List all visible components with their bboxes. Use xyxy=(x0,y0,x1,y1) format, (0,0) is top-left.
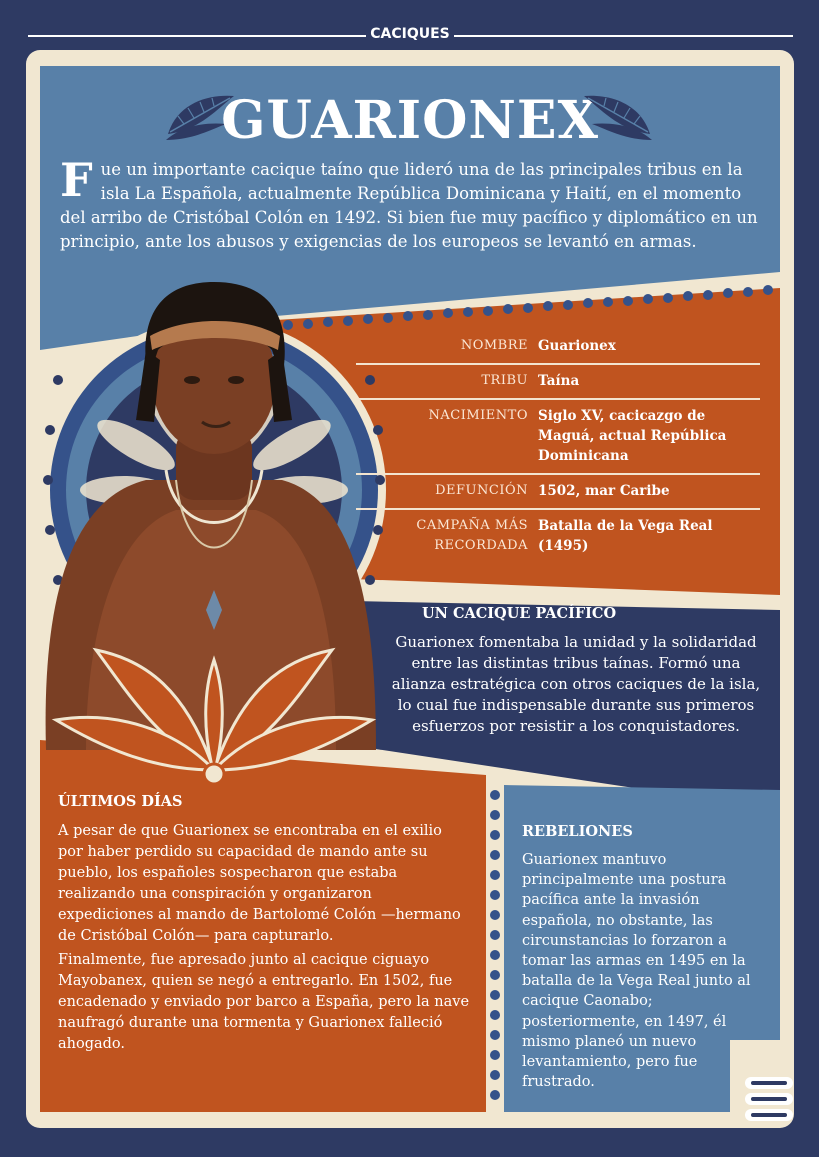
publisher-logo-icon xyxy=(743,1073,794,1125)
drop-cap: F xyxy=(60,153,93,207)
facts-table xyxy=(356,330,760,563)
ultimos-heading: ÚLTIMOS DÍAS xyxy=(58,793,183,810)
section-label: CACIQUES xyxy=(370,26,450,42)
fact-label: DEFUNCIÓN xyxy=(435,483,528,498)
page-title: GUARIONEX xyxy=(221,90,599,151)
fact-label: NACIMIENTO xyxy=(428,408,528,423)
rebeliones-heading: REBELIONES xyxy=(522,823,633,840)
infographic-card xyxy=(26,50,794,1128)
header-rule-right xyxy=(454,35,793,37)
fact-row-nacimiento xyxy=(356,400,760,475)
section-header xyxy=(28,24,793,46)
fact-row-campana xyxy=(356,510,760,563)
fact-label: TRIBU xyxy=(481,373,528,388)
fact-value: 1502, mar Caribe xyxy=(538,483,670,499)
rebeliones-text: Guarionex mantuvo principalmente una postura pacífica ante la invasión española, no obstante, las circunstancias lo forzaron a tomar las armas en 1495 en la batalla de la Vega Real junto al cacique Caonabo; posteriormente, en 1497, él mismo planeó un nuevo levantamiento, pero fue frustrado. xyxy=(522,852,751,1091)
feather-ornament-right-icon xyxy=(582,90,654,142)
ultimos-paragraph-1: A pesar de que Guarionex se encontraba en el exilio por haber perdido su capacidad de mando ante su pueblo, los españoles sospecharon que estaba realizando una conspiración y organizaron expediciones al mando de Bartolomé Colón —hermano de Cristóbal Colón— para capturarlo. xyxy=(58,823,461,944)
fact-row-tribu xyxy=(356,365,760,400)
fact-value: Siglo XV, cacicazgo de Maguá, actual República Dominicana xyxy=(538,408,727,464)
fact-label: CAMPAÑA MÁS RECORDADA xyxy=(416,518,528,553)
fact-row-defuncion xyxy=(356,475,760,510)
pacifico-heading: UN CACIQUE PACÍFICO xyxy=(422,605,617,622)
pacifico-text: Guarionex fomentaba la unidad y la solidaridad entre las distintas tribus taínas. Formó una alianza estratégica con otros caciques de la isla, lo cual fue indispensable durante sus primeros esfuerzos por resistir a los conquistadores. xyxy=(391,633,761,735)
fact-label: NOMBRE xyxy=(460,338,528,353)
fact-value: Guarionex xyxy=(538,338,616,354)
ultimos-paragraph-2: Finalmente, fue apresado junto al cacique ciguayo Mayobanex, quien se negó a entregarlo. En 1502, fue encadenado y enviado por barco a España, pero la nave naufragó durante una tormenta y Guarionex falleció ahogado. xyxy=(58,952,470,1052)
fact-value: Taína xyxy=(538,373,580,389)
intro-text: ue un importante cacique taíno que lideró una de las principales tribus en la isla La Española, actualmente República Dominicana y Haití, en el momento del arribo de Cristóbal Colón en 1492. Si bien fue muy pacífico y diplomático en un principio, ante los abusos y exigencias de los europeos se levantó en armas. xyxy=(60,160,758,251)
fact-row-nombre xyxy=(356,330,760,365)
header-rule-left xyxy=(28,35,366,37)
fact-value: Batalla de la Vega Real (1495) xyxy=(538,518,713,554)
